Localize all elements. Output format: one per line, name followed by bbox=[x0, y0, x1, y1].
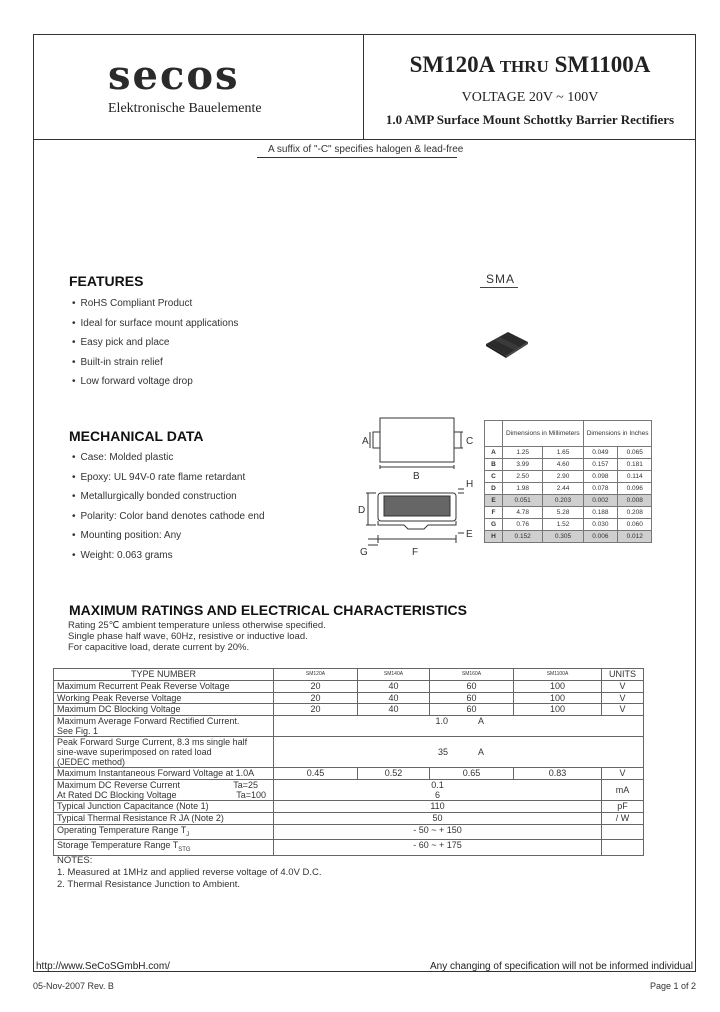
mechanical-title: MECHANICAL DATA bbox=[69, 428, 204, 444]
rating-note: Single phase half wave, 60Hz, resistive or inductive load. bbox=[68, 631, 308, 642]
table-row: Working Peak Reverse Voltage 20 40 60 100 V bbox=[54, 692, 644, 704]
table-row: Peak Forward Surge Current, 8.3 ms single half sine-wave superimposed on rated load (JEDEC method) 35 A bbox=[54, 737, 644, 768]
rating-conditions bbox=[68, 620, 326, 653]
electrical-characteristics-table bbox=[53, 668, 644, 856]
label-c: C bbox=[466, 436, 474, 447]
ratings-title: MAXIMUM RATINGS AND ELECTRICAL CHARACTERISTICS bbox=[69, 602, 467, 618]
list-item: • Case: Molded plastic bbox=[72, 452, 265, 472]
table-row: D 1.98 2.44 0.078 0.096 bbox=[485, 483, 652, 495]
list-item: • Ideal for surface mount applications bbox=[72, 318, 238, 338]
label-a: A bbox=[362, 436, 369, 447]
table-row: Maximum Recurrent Peak Reverse Voltage 20 40 60 100 V bbox=[54, 680, 644, 692]
package-label: SMA bbox=[486, 272, 516, 286]
voltage-range: VOLTAGE 20V ~ 100V bbox=[461, 90, 599, 105]
table-row: F 4.78 5.28 0.188 0.208 bbox=[485, 507, 652, 519]
suffix-underline bbox=[257, 157, 457, 158]
part-thru: THRU bbox=[499, 57, 549, 76]
footer-disclaimer: Any changing of specification will not be informed individual bbox=[430, 961, 693, 972]
suffix-note: A suffix of "-C" specifies halogen & lead-free bbox=[268, 144, 464, 155]
table-row: C 2.50 2.90 0.098 0.114 bbox=[485, 471, 652, 483]
list-item: • Mounting position: Any bbox=[72, 530, 265, 550]
label-b: B bbox=[413, 471, 420, 482]
page-number: Page 1 of 2 bbox=[650, 981, 697, 991]
part-end: SM1100A bbox=[554, 52, 651, 77]
header-divider bbox=[33, 139, 696, 140]
list-item: • Built-in strain relief bbox=[72, 357, 238, 377]
table-row: Typical Junction Capacitance (Note 1) 110 pF bbox=[54, 800, 644, 812]
table-row: B 3.99 4.60 0.157 0.181 bbox=[485, 459, 652, 471]
list-item: • Low forward voltage drop bbox=[72, 376, 238, 396]
features-title: FEATURES bbox=[69, 273, 144, 289]
list-item: • Epoxy: UL 94V-0 rate flame retardant bbox=[72, 472, 265, 492]
list-item: • Easy pick and place bbox=[72, 337, 238, 357]
dim-header-in: Dimensions in Inches bbox=[583, 421, 652, 447]
part-number-title bbox=[364, 52, 696, 78]
list-item: • RoHS Compliant Product bbox=[72, 298, 238, 318]
website-link[interactable]: http://www.SeCoSGmbH.com/ bbox=[36, 961, 170, 972]
revision-date: 05-Nov-2007 Rev. B bbox=[33, 981, 114, 991]
notes-title: NOTES: bbox=[57, 855, 93, 866]
list-item: • Metallurgically bonded construction bbox=[72, 491, 265, 511]
dim-header-mm: Dimensions in Millimeters bbox=[503, 421, 584, 447]
part-start: SM120A bbox=[409, 52, 494, 77]
dimension-drawing bbox=[354, 415, 484, 565]
label-h: H bbox=[466, 479, 474, 490]
notes bbox=[53, 855, 693, 891]
table-row: E 0.051 0.203 0.002 0.008 bbox=[485, 495, 652, 507]
note-2: 2. Thermal Resistance Junction to Ambient. bbox=[57, 879, 241, 890]
package-image bbox=[484, 330, 530, 358]
table-row: A 1.25 1.65 0.049 0.065 bbox=[485, 447, 652, 459]
table-row: Maximum Average Forward Rectified Current. See Fig. 1 1.0 A bbox=[54, 716, 644, 737]
company-logo: secos bbox=[108, 52, 240, 99]
table-row: TYPE NUMBER SM120A SM140A SM160A SM1100A UNITS bbox=[54, 669, 644, 681]
rating-note: Rating 25℃ ambient temperature unless otherwise specified. bbox=[68, 620, 326, 631]
table-row: H 0.152 0.305 0.006 0.012 bbox=[485, 531, 652, 543]
label-g: G bbox=[360, 547, 368, 558]
table-row: Maximum DC Blocking Voltage 20 40 60 100 V bbox=[54, 704, 644, 716]
table-row: Operating Temperature Range $T_J$ - 50 ~ + 150 bbox=[54, 824, 644, 840]
rating-note: For capacitive load, derate current by 20%. bbox=[68, 642, 250, 653]
product-description: 1.0 AMP Surface Mount Schottky Barrier Rectifiers bbox=[385, 112, 675, 127]
table-row: Storage Temperature Range $T_{STG}$ - 60 ~ + 175 bbox=[54, 840, 644, 856]
note-1: 1. Measured at 1MHz and applied reverse voltage of 4.0V D.C. bbox=[57, 867, 322, 878]
list-item: • Polarity: Color band denotes cathode end bbox=[72, 511, 265, 531]
mechanical-list bbox=[72, 452, 265, 569]
dimensions-table bbox=[484, 420, 652, 543]
dim-header-blank bbox=[485, 421, 503, 447]
table-row: Maximum DC Reverse Current Ta=25 At Rated DC Blocking Voltage Ta=100 0.1 6 mA bbox=[54, 779, 644, 800]
company-subtitle: Elektronische Bauelemente bbox=[108, 101, 262, 116]
label-f: F bbox=[412, 547, 419, 558]
table-row: Maximum Instantaneous Forward Voltage at 1.0A 0.45 0.52 0.65 0.83 V bbox=[54, 768, 644, 780]
label-e: E bbox=[466, 529, 473, 540]
table-row: G 0.76 1.52 0.030 0.060 bbox=[485, 519, 652, 531]
features-list bbox=[72, 298, 238, 396]
label-d: D bbox=[358, 505, 366, 516]
package-label-underline bbox=[480, 287, 518, 288]
list-item: • Weight: 0.063 grams bbox=[72, 550, 265, 570]
table-row: Typical Thermal Resistance R JA (Note 2) 50 / W bbox=[54, 812, 644, 824]
